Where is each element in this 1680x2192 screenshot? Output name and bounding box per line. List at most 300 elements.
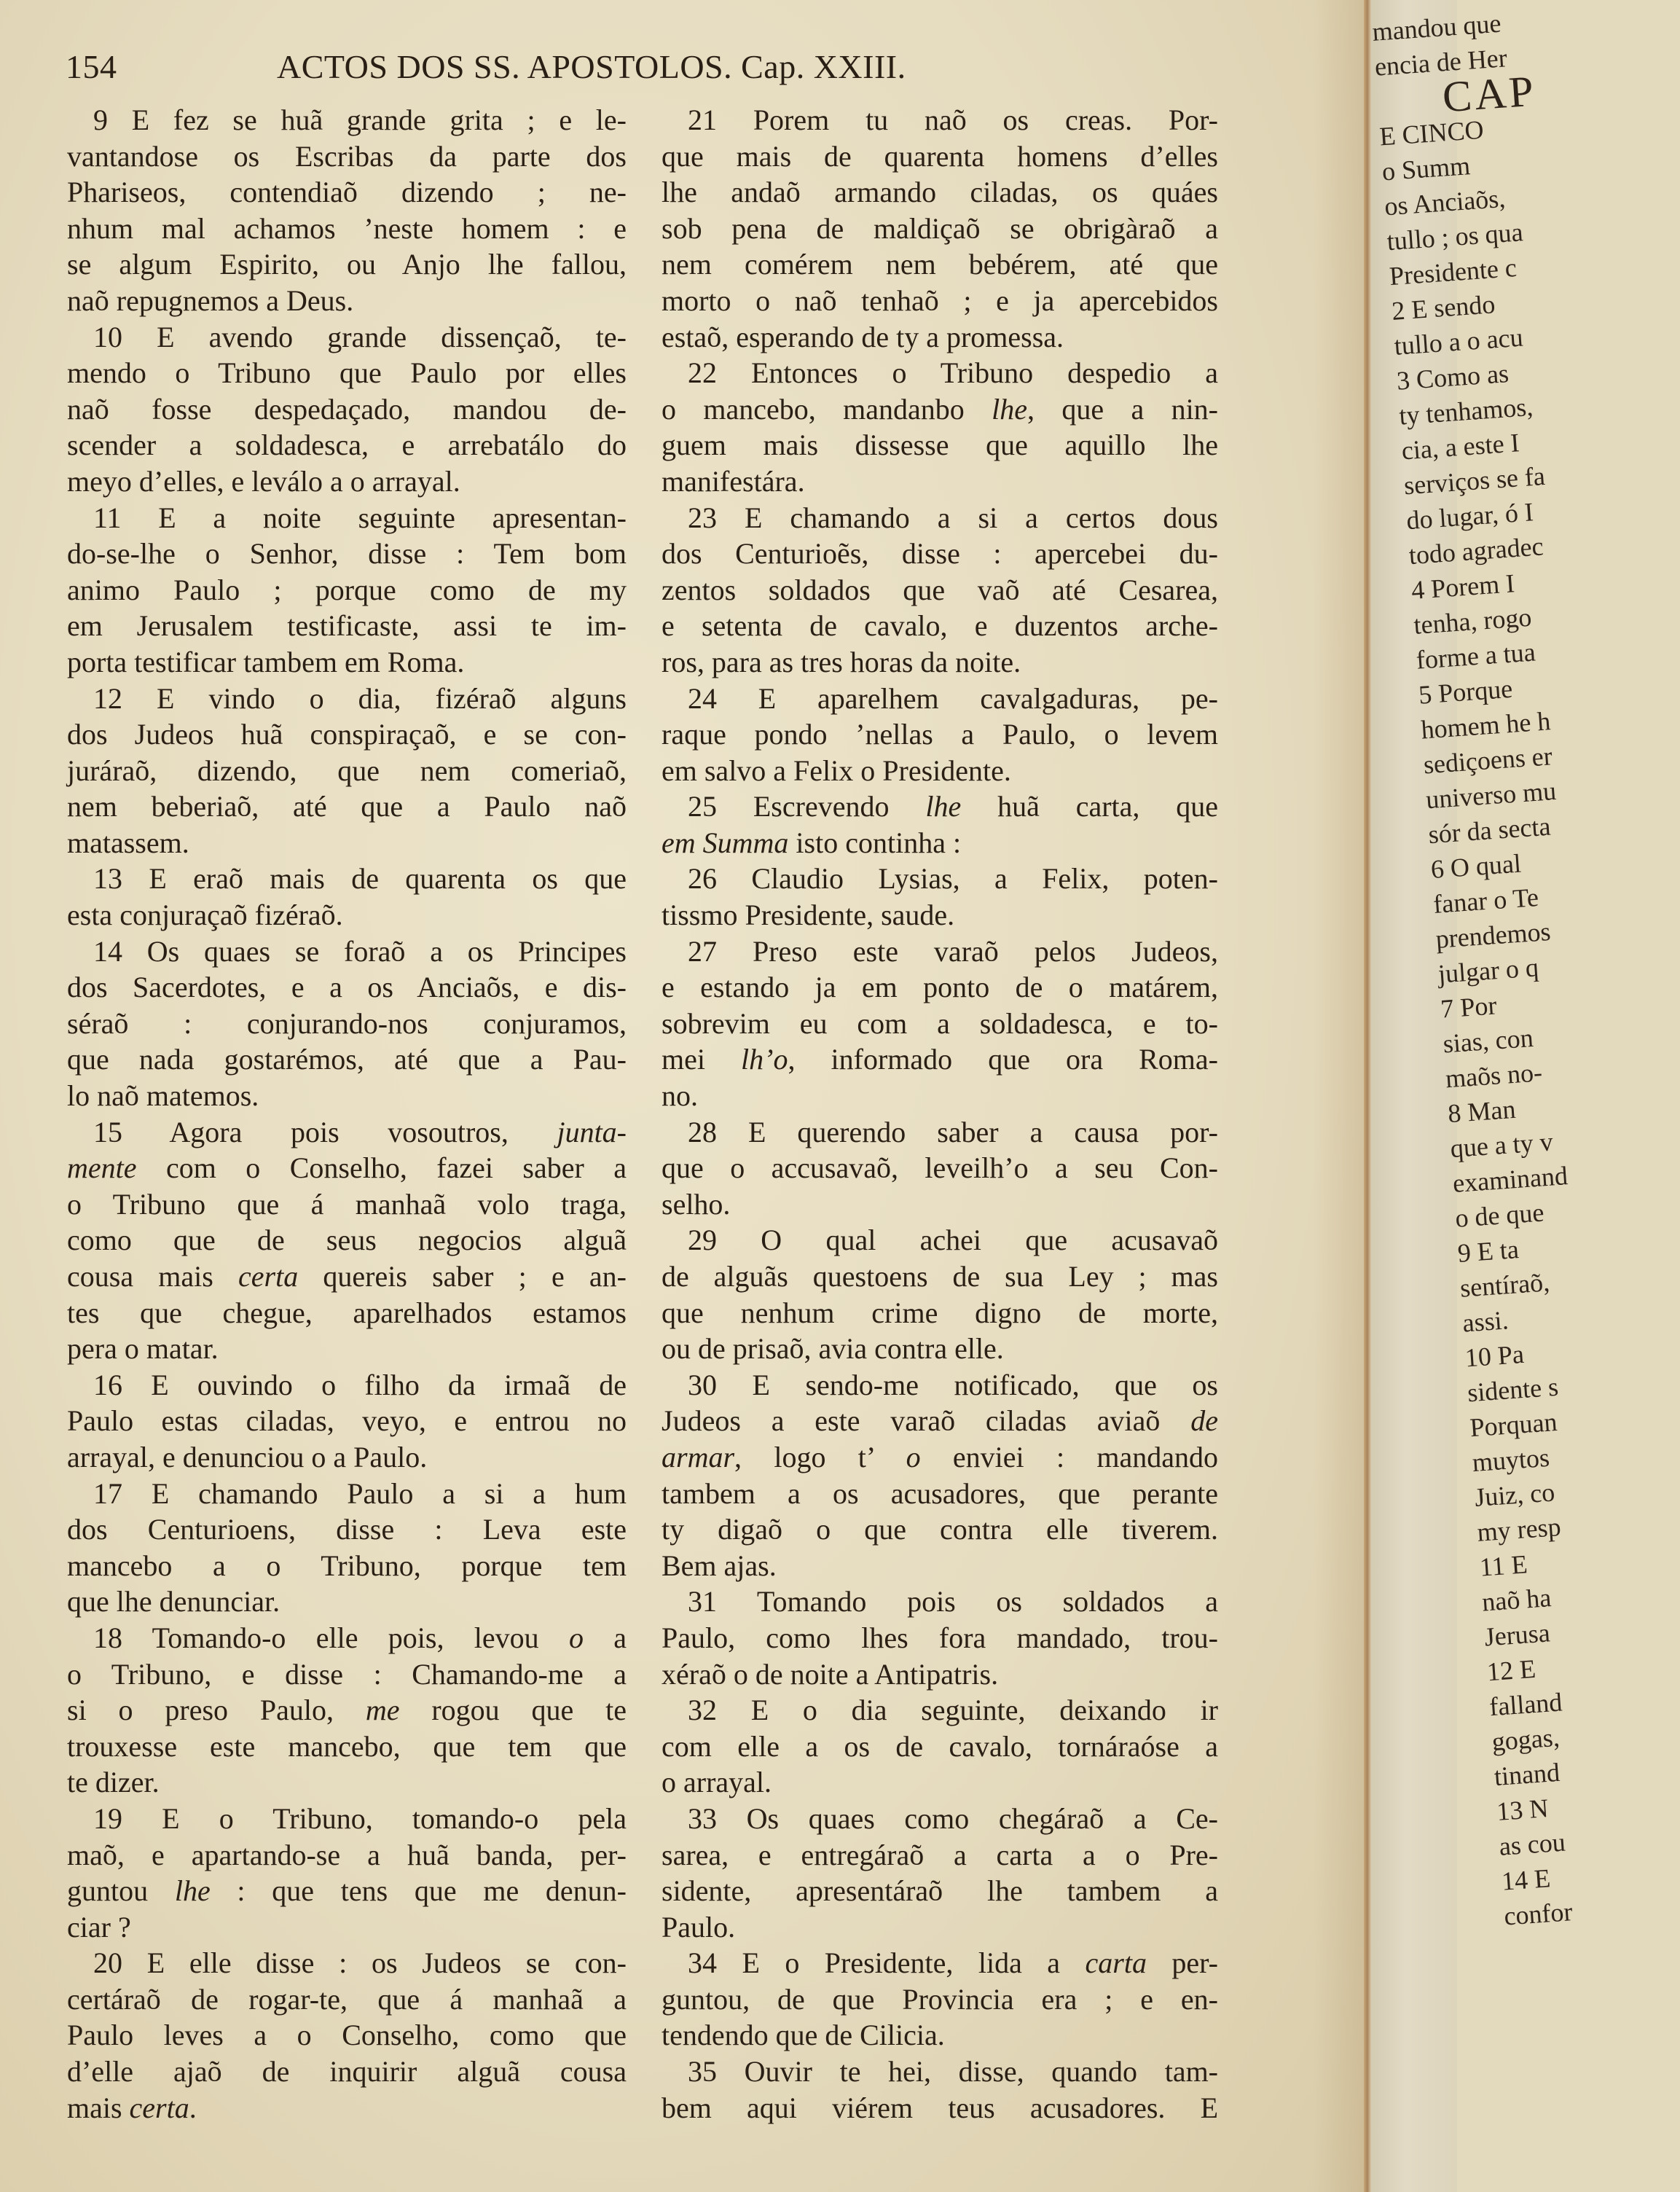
- text-line: [662, 1476, 1218, 1512]
- text-run: que o accusavaõ, leveilh’o a seu Con-: [662, 1151, 1218, 1185]
- facing-text-line: Jerusa: [1483, 1618, 1551, 1652]
- text-run: em salvo a Felix o Presidente.: [662, 754, 1011, 787]
- italic-text: certa: [238, 1260, 299, 1293]
- text-line: [662, 1981, 1218, 2018]
- facing-text-line: muytos: [1471, 1442, 1551, 1478]
- text-run: nem beberiaõ, até que a Paulo naõ: [67, 790, 627, 823]
- verse-start-line: [662, 1222, 1218, 1259]
- text-run: tes que chegue, aparelhados estamos: [67, 1296, 627, 1329]
- italic-text: carta: [1085, 1946, 1147, 1980]
- facing-text-line: do lugar, ó I: [1405, 497, 1535, 536]
- text-run: sob pena de maldiçaõ se obrigàraõ a: [662, 211, 1218, 245]
- text-run: rogou que te: [399, 1694, 627, 1727]
- text-run: isto continha :: [788, 826, 962, 859]
- text-line: [67, 1764, 627, 1801]
- facing-text-line: naõ ha: [1480, 1583, 1553, 1617]
- text-run: maõ, e apartando-se a huã banda, per-: [67, 1838, 627, 1871]
- verse-start-line: [662, 1945, 1218, 1981]
- text-run: o mancebo, mandanbo: [662, 392, 992, 426]
- italic-text: lhe: [992, 392, 1027, 426]
- facing-text-line: CAP: [1440, 66, 1538, 122]
- text-run: 22 Entonces o Tribuno despedio a: [688, 356, 1218, 390]
- text-line: [67, 355, 627, 391]
- text-run: 21 Porem tu naõ os creas. Por-: [688, 103, 1218, 136]
- text-line: [67, 1837, 627, 1874]
- text-run: guntou, de que Provincia era ; e en-: [662, 1982, 1218, 2016]
- text-line: [662, 1295, 1218, 1331]
- text-run: te dizer.: [67, 1766, 160, 1799]
- text-run: 29 O qual achei que acusavaõ: [688, 1224, 1218, 1257]
- text-run: o arrayal.: [662, 1766, 772, 1799]
- text-line: [67, 1873, 627, 1909]
- text-run: arrayal, e denunciou o a Paulo.: [67, 1440, 428, 1473]
- text-line: [67, 283, 627, 319]
- text-run: mais: [67, 2091, 130, 2124]
- verse-start-line: [662, 861, 1218, 897]
- verse-start-line: [662, 355, 1218, 391]
- italic-text: armar: [662, 1440, 735, 1473]
- verse-start-line: [67, 1114, 627, 1151]
- facing-text-line: sór da secta: [1427, 811, 1552, 850]
- text-line: [662, 1620, 1218, 1656]
- text-line: [662, 1186, 1218, 1223]
- text-line: [662, 1873, 1218, 1909]
- text-run: manifestára.: [662, 464, 805, 498]
- text-run: 16 E ouvindo o filho da irmaã de: [93, 1368, 627, 1401]
- facing-text-line: mandou que: [1371, 8, 1502, 47]
- text-line: [67, 1403, 627, 1439]
- italic-text: junta-: [557, 1115, 627, 1148]
- text-line: [67, 825, 627, 861]
- text-run: ou de prisaõ, avia contra elle.: [662, 1332, 1004, 1366]
- facing-page-edge: [1371, 0, 1574, 2192]
- facing-text-line: tenha, rogo: [1413, 602, 1533, 640]
- text-line: [67, 1981, 627, 2018]
- text-line: [662, 1909, 1218, 1946]
- text-run: : que tens que me denun-: [210, 1874, 627, 1908]
- italic-text: de: [1190, 1404, 1218, 1438]
- text-line: [67, 1222, 627, 1259]
- text-line: [662, 716, 1218, 753]
- text-line: [662, 1006, 1218, 1042]
- right-text-column: [662, 102, 1218, 2126]
- facing-text-line: tinand: [1493, 1757, 1561, 1792]
- verse-start-line: [67, 1801, 627, 1837]
- facing-text-line: 13 N: [1496, 1793, 1550, 1826]
- text-run: bem aqui viérem teus acusadores. E: [662, 2091, 1218, 2124]
- text-run: como que de seus negocios alguã: [67, 1224, 627, 1257]
- text-line: [67, 608, 627, 644]
- text-line: [662, 969, 1218, 1006]
- text-run: mei: [662, 1043, 742, 1076]
- verse-start-line: [662, 102, 1218, 138]
- text-line: [67, 1295, 627, 1331]
- text-line: [67, 1729, 627, 1765]
- text-line: [662, 463, 1218, 500]
- text-line: [67, 246, 627, 283]
- text-run: per-: [1146, 1946, 1218, 1980]
- text-run: xéraõ o de noite a Antipatris.: [662, 1657, 999, 1691]
- text-line: [67, 174, 627, 211]
- text-run: do-se-lhe o Senhor, disse : Tem bom: [67, 537, 627, 571]
- facing-text-line: encia de Her: [1373, 43, 1508, 82]
- facing-text-line: fanar o Te: [1432, 882, 1540, 919]
- text-line: [662, 644, 1218, 681]
- text-run: raque pondo ’nellas a Paulo, o levem: [662, 718, 1218, 751]
- facing-text-line: sentíraõ,: [1459, 1267, 1551, 1303]
- facing-text-line: que a ty v: [1449, 1127, 1554, 1164]
- text-line: [67, 1692, 627, 1729]
- text-run: lhe andaõ armando ciladas, os quáes: [662, 176, 1218, 209]
- facing-text-line: 9 E ta: [1456, 1234, 1520, 1268]
- text-line: [662, 174, 1218, 211]
- text-run: dos Centurioens, disse : Leva este: [67, 1513, 627, 1546]
- text-line: [662, 1729, 1218, 1765]
- facing-text-line: 4 Porem I: [1410, 568, 1516, 606]
- text-line: [662, 1548, 1218, 1584]
- text-run: meyo d’elles, e leválo a o arrayal.: [67, 464, 460, 498]
- text-line: [662, 1764, 1218, 1801]
- text-run: com o Conselho, fazei saber a: [136, 1151, 627, 1185]
- verse-start-line: [67, 933, 627, 970]
- text-line: [662, 2017, 1218, 2054]
- text-line: [662, 1511, 1218, 1548]
- facing-text-line: E CINCO: [1378, 114, 1485, 152]
- verse-start-line: [662, 1584, 1218, 1620]
- text-run: que lhe denunciar.: [67, 1585, 280, 1618]
- text-run: o Tribuno, e disse : Chamando-me a: [67, 1657, 627, 1691]
- text-line: [67, 1511, 627, 1548]
- text-run: porta testificar tambem em Roma.: [67, 645, 465, 678]
- facing-text-line: universo mu: [1424, 775, 1558, 815]
- text-run: de alguãs questoens de sua Ley ; mas: [662, 1260, 1218, 1293]
- text-run: ty digaõ o que contra elle tiverem.: [662, 1513, 1218, 1546]
- verse-start-line: [67, 1476, 627, 1512]
- facing-text-line: 6 O qual: [1429, 848, 1523, 885]
- facing-text-line: 7 Por: [1440, 990, 1498, 1024]
- text-run: 19 E o Tribuno, tomando-o pela: [93, 1801, 627, 1835]
- text-run: selho.: [662, 1187, 731, 1221]
- text-line: [662, 1041, 1218, 1078]
- text-run: naõ repugnemos a Deus.: [67, 283, 354, 317]
- text-line: [67, 572, 627, 608]
- text-run: vantandose os Escribas da parte dos: [67, 139, 627, 173]
- text-line: [662, 825, 1218, 861]
- text-run: que nenhum crime digno de morte,: [662, 1296, 1218, 1329]
- text-run: huã carta, que: [961, 790, 1219, 823]
- text-line: [67, 211, 627, 247]
- text-run: séraõ : conjurando-nos conjuramos,: [67, 1006, 627, 1040]
- text-line: [67, 1439, 627, 1476]
- text-run: Paulo, como lhes fora mandado, trou-: [662, 1621, 1218, 1654]
- book-gutter: [1364, 0, 1371, 2192]
- text-line: [662, 1656, 1218, 1693]
- text-run: 15 Agora pois vosoutros,: [93, 1115, 557, 1148]
- text-run: 31 Tomando pois os soldados a: [688, 1585, 1218, 1618]
- text-line: [67, 1548, 627, 1584]
- text-run: 34 E o Presidente, lida a: [688, 1946, 1086, 1980]
- text-run: Phariseos, contendiaõ dizendo ; ne-: [67, 176, 627, 209]
- text-run: tambem a os acusadores, que perante: [662, 1476, 1218, 1510]
- text-run: 25 Escrevendo: [688, 790, 926, 823]
- text-run: .: [189, 2091, 197, 2124]
- text-line: [67, 969, 627, 1006]
- facing-text-line: 11 E: [1478, 1549, 1528, 1582]
- text-run: 23 E chamando a si a certos dous: [688, 501, 1218, 534]
- italic-text: o: [568, 1621, 584, 1654]
- text-run: dos Judeos huã conspiraçaõ, e se con-: [67, 718, 627, 751]
- italic-text: mente: [67, 1151, 137, 1185]
- verse-start-line: [67, 861, 627, 897]
- text-line: [662, 2090, 1218, 2126]
- text-run: animo Paulo ; porque como de my: [67, 573, 627, 606]
- text-run: tendendo que de Cilicia.: [662, 2019, 945, 2052]
- facing-text-line: cia, a este I: [1400, 428, 1520, 466]
- text-run: 27 Preso este varaõ pelos Judeos,: [688, 934, 1218, 968]
- text-run: sarea, e entregáraõ a carta a o Pre-: [662, 1838, 1218, 1871]
- text-line: [67, 2054, 627, 2090]
- text-run: 10 E avendo grande dissençaõ, te-: [93, 320, 627, 353]
- text-run: guntou: [67, 1874, 175, 1908]
- text-line: [662, 753, 1218, 789]
- facing-text-line: tullo ; os qua: [1386, 217, 1524, 257]
- facing-text-line: sias, con: [1442, 1022, 1534, 1059]
- facing-text-line: Juiz, co: [1473, 1477, 1556, 1512]
- text-run: certáraõ de rogar-te, que á manhaã a: [67, 1982, 627, 2016]
- text-run: no.: [662, 1079, 698, 1113]
- running-head: [66, 45, 1013, 89]
- text-run: Bem ajas.: [662, 1549, 777, 1582]
- facing-text-line: assi.: [1461, 1305, 1510, 1338]
- facing-text-line: 8 Man: [1447, 1094, 1517, 1129]
- italic-text: lhe: [174, 1874, 211, 1908]
- text-line: [662, 1439, 1218, 1476]
- text-line: [662, 536, 1218, 572]
- facing-text-line: ty tenhamos,: [1398, 391, 1534, 431]
- text-line: [662, 1259, 1218, 1295]
- text-run: si o preso Paulo,: [67, 1694, 366, 1727]
- text-run: 26 Claudio Lysias, a Felix, poten-: [688, 862, 1218, 896]
- text-run: a: [583, 1621, 627, 1654]
- text-run: e estando ja em ponto de o matárem,: [662, 971, 1218, 1004]
- text-run: em Jerusalem testificaste, assi te im-: [67, 609, 627, 643]
- text-run: naõ fosse despedaçado, mandou de-: [67, 392, 627, 426]
- text-run: mendo o Tribuno que Paulo por elles: [67, 356, 627, 390]
- verse-start-line: [67, 319, 627, 356]
- text-run: zentos soldados que vaõ até Cesarea,: [662, 573, 1218, 606]
- text-run: com elle a os de cavalo, tornáraóse a: [662, 1729, 1218, 1763]
- text-run: , logo t’: [734, 1440, 906, 1473]
- text-line: [67, 463, 627, 500]
- italic-text: em Summa: [662, 826, 789, 859]
- text-run: 13 E eraõ mais de quarenta os que: [93, 862, 627, 896]
- text-run: que mais de quarenta homens d’elles: [662, 139, 1218, 173]
- text-line: [662, 1331, 1218, 1367]
- running-title: ACTOS DOS SS. APOSTOLOS. Cap. XXIII.: [277, 48, 906, 85]
- text-run: nem comérem nem bebérem, até que: [662, 248, 1218, 281]
- verse-start-line: [662, 933, 1218, 970]
- facing-text-line: sediçoens er: [1422, 741, 1553, 780]
- text-run: d’elle ajaõ de inquirir alguã cousa: [67, 2055, 627, 2089]
- text-line: [662, 572, 1218, 608]
- verse-start-line: [67, 500, 627, 536]
- text-line: [662, 1403, 1218, 1439]
- text-run: 14 Os quaes se foraõ a os Principes: [93, 934, 627, 968]
- verse-start-line: [67, 1620, 627, 1656]
- verse-start-line: [662, 1801, 1218, 1837]
- text-line: [67, 1041, 627, 1078]
- text-line: [67, 897, 627, 933]
- text-run: o Tribuno que á manhaã volo traga,: [67, 1187, 627, 1221]
- text-run: Paulo estas ciladas, veyo, e entrou no: [67, 1404, 627, 1438]
- text-line: [67, 2017, 627, 2054]
- text-line: [662, 608, 1218, 644]
- text-run: cousa mais: [67, 1260, 239, 1293]
- facing-text-line: sidente s: [1466, 1371, 1560, 1408]
- text-line: [67, 1150, 627, 1186]
- text-run: 30 E sendo-me notificado, que os: [688, 1368, 1218, 1401]
- facing-text-line: Porquan: [1469, 1406, 1558, 1443]
- text-run: ros, para as tres horas da noite.: [662, 645, 1021, 678]
- text-line: [662, 246, 1218, 283]
- facing-text-line: 5 Porque: [1417, 673, 1514, 710]
- facing-text-line: examinand: [1451, 1161, 1569, 1199]
- italic-text: o: [906, 1440, 921, 1473]
- text-run: pera o matar.: [67, 1332, 219, 1366]
- text-run: sidente, apresentáraõ lhe tambem a: [662, 1874, 1218, 1908]
- facing-text-line: my resp: [1476, 1511, 1562, 1547]
- facing-text-line: os Anciaõs,: [1383, 183, 1507, 222]
- text-run: mancebo a o Tribuno, porque tem: [67, 1549, 627, 1582]
- text-run: 20 E elle disse : os Judeos se con-: [93, 1946, 627, 1980]
- text-run: 35 Ouvir te hei, disse, quando tam-: [688, 2055, 1218, 2089]
- facing-text-line: gogas,: [1491, 1722, 1561, 1757]
- text-line: [67, 1006, 627, 1042]
- text-line: [662, 1150, 1218, 1186]
- facing-text-line: tullo a o acu: [1393, 322, 1524, 361]
- text-run: tissmo Presidente, saude.: [662, 899, 955, 932]
- text-run: 9 E fez se huã grande grita ; e le-: [93, 103, 627, 136]
- text-run: estaõ, esperando de ty a promessa.: [662, 320, 1064, 353]
- text-run: , informado que ora Roma-: [788, 1043, 1218, 1076]
- text-run: sobrevim eu com a soldadesca, e to-: [662, 1006, 1218, 1040]
- text-run: 28 E querendo saber a causa por-: [688, 1115, 1218, 1148]
- text-run: quereis saber ; e an-: [298, 1260, 627, 1293]
- facing-text-line: julgar o q: [1437, 952, 1540, 989]
- text-line: [662, 391, 1218, 428]
- text-line: [67, 1259, 627, 1295]
- text-run: matassem.: [67, 826, 189, 859]
- facing-text-line: confor: [1503, 1897, 1574, 1931]
- facing-text-line: as cou: [1498, 1827, 1566, 1861]
- facing-text-line: o Summ: [1381, 151, 1472, 187]
- verse-start-line: [662, 1367, 1218, 1404]
- text-line: [67, 1331, 627, 1367]
- text-run: morto o naõ tenhaõ ; e ja apercebidos: [662, 283, 1218, 317]
- text-line: [662, 211, 1218, 247]
- facing-text-line: 12 E: [1485, 1653, 1537, 1687]
- verse-start-line: [67, 681, 627, 717]
- text-line: [662, 319, 1218, 356]
- facing-text-line: 3 Como as: [1395, 359, 1510, 396]
- verse-start-line: [67, 1945, 627, 1981]
- facing-text-line: falland: [1488, 1687, 1563, 1722]
- text-run: trouxesse este mancebo, que tem que: [67, 1729, 627, 1763]
- verse-start-line: [662, 2054, 1218, 2090]
- facing-text-line: 14 E: [1500, 1863, 1552, 1896]
- text-run: Paulo leves a o Conselho, como que: [67, 2019, 627, 2052]
- facing-text-line: o de que: [1454, 1197, 1545, 1233]
- page-number: 154: [66, 48, 117, 85]
- facing-text-line: serviços se fa: [1402, 461, 1547, 501]
- text-line: [67, 1656, 627, 1693]
- text-run: se algum Espirito, ou Anjo lhe fallou,: [67, 248, 627, 281]
- text-run: que nada gostarémos, até que a Pau-: [67, 1043, 627, 1076]
- verse-start-line: [662, 1114, 1218, 1151]
- text-run: 32 E o dia seguinte, deixando ir: [688, 1694, 1218, 1727]
- left-text-column: [67, 102, 627, 2126]
- italic-text: certa: [129, 2091, 189, 2124]
- facing-text-line: maõs no-: [1444, 1057, 1544, 1094]
- text-run: Paulo.: [662, 1910, 736, 1944]
- text-line: [662, 897, 1218, 933]
- text-line: [67, 753, 627, 789]
- text-line: [67, 536, 627, 572]
- text-line: [67, 644, 627, 681]
- text-run: 17 E chamando Paulo a si a hum: [93, 1476, 627, 1510]
- facing-text-line: 2 E sendo: [1391, 289, 1496, 326]
- text-line: [67, 391, 627, 428]
- verse-start-line: [662, 1692, 1218, 1729]
- italic-text: lh’o: [741, 1043, 788, 1076]
- text-run: , que a nin-: [1027, 392, 1218, 426]
- text-line: [662, 283, 1218, 319]
- text-run: ciar ?: [67, 1910, 131, 1944]
- text-line: [67, 1186, 627, 1223]
- text-run: juráraõ, dizendo, que nem comeriaõ,: [67, 754, 627, 787]
- text-line: [662, 1837, 1218, 1874]
- text-line: [67, 716, 627, 753]
- text-run: nhum mal achamos ’neste homem : e: [67, 211, 627, 245]
- verse-start-line: [662, 788, 1218, 825]
- facing-text-line: prendemos: [1434, 916, 1552, 954]
- text-run: lo naõ matemos.: [67, 1079, 259, 1113]
- text-run: 11 E a noite seguinte apresentan-: [93, 501, 627, 534]
- italic-text: lhe: [925, 790, 962, 823]
- text-run: guem mais dissesse que aquillo lhe: [662, 428, 1218, 462]
- text-line: [67, 1078, 627, 1114]
- text-run: Judeos a este varaõ ciladas aviaõ: [662, 1404, 1191, 1438]
- text-line: [662, 138, 1218, 175]
- facing-text-line: 10 Pa: [1464, 1339, 1526, 1373]
- text-run: dos Centurioẽs, disse : apercebei du-: [662, 537, 1218, 571]
- text-line: [67, 2090, 627, 2126]
- text-run: enviei : mandando: [920, 1440, 1219, 1473]
- text-run: scender a soldadesca, e arrebatálo do: [67, 428, 627, 462]
- facing-text-line: Presidente c: [1388, 252, 1518, 291]
- text-run: 33 Os quaes como chegáraõ a Ce-: [688, 1801, 1218, 1835]
- text-run: esta conjuraçaõ fizéraõ.: [67, 899, 343, 932]
- text-line: [662, 1078, 1218, 1114]
- facing-text-line: todo agradec: [1408, 531, 1544, 571]
- text-run: 12 E vindo o dia, fizéraõ alguns: [93, 681, 627, 715]
- text-line: [67, 1909, 627, 1946]
- text-run: e setenta de cavalo, e duzentos arche-: [662, 609, 1218, 643]
- facing-text-line: forme a tua: [1415, 637, 1536, 675]
- verse-start-line: [662, 681, 1218, 717]
- text-run: dos Sacerdotes, e a os Anciaõs, e dis-: [67, 971, 627, 1004]
- text-run: 24 E aparelhem cavalgaduras, pe-: [688, 681, 1218, 715]
